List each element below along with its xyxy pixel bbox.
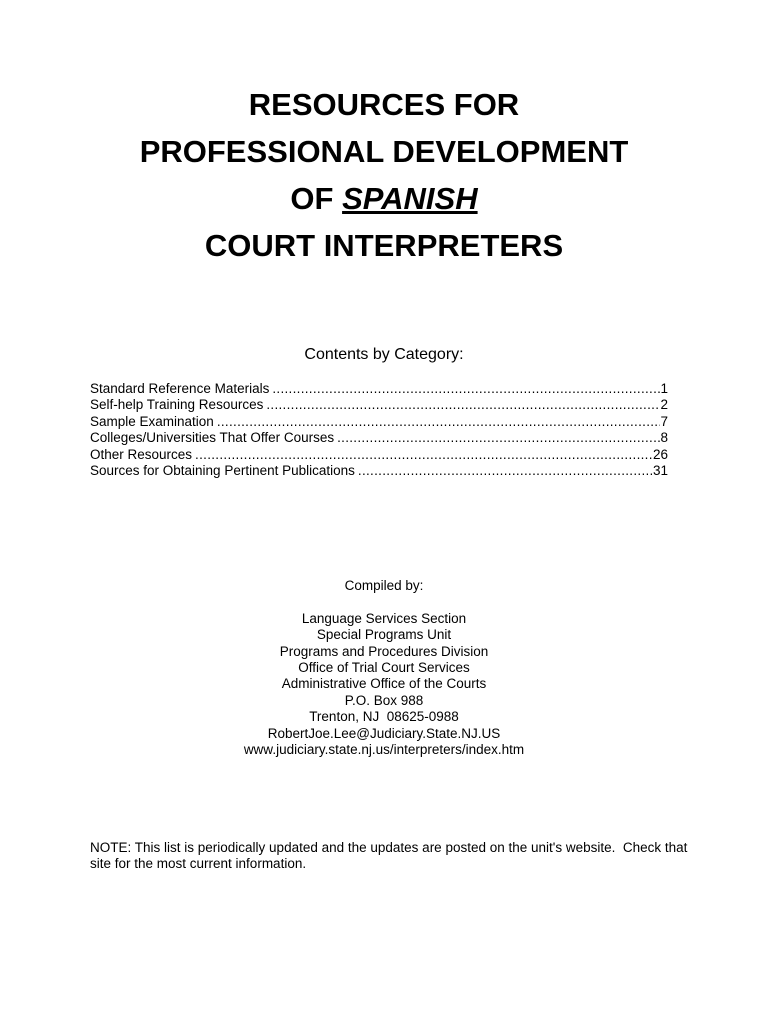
update-note: NOTE: This list is periodically updated and the updates are posted on the unit's website. Check that site for the most current information. bbox=[90, 840, 692, 872]
compiled-by-organization: Administrative Office of the Courts bbox=[281, 676, 487, 692]
toc-entry bbox=[90, 397, 668, 413]
toc-entry-page: 2 bbox=[660, 397, 668, 413]
document-title bbox=[0, 81, 768, 269]
toc-dot-leader bbox=[358, 463, 653, 479]
toc-entry-label: Sample Examination bbox=[90, 413, 214, 429]
toc-entry bbox=[90, 414, 668, 430]
compiled-by-website: www.judiciary.state.nj.us/interpreters/index.htm bbox=[243, 742, 525, 758]
title-line-3 bbox=[0, 175, 768, 222]
toc-entry-page: 1 bbox=[660, 381, 668, 396]
compiled-by-division: Programs and Procedures Division bbox=[279, 643, 489, 659]
toc-entry-label: Self-help Training Resources bbox=[90, 397, 264, 413]
compiled-by-city: Trenton, NJ 08625-0988 bbox=[309, 709, 459, 725]
toc-dot-leader bbox=[272, 381, 660, 397]
toc-entry-page: 7 bbox=[660, 413, 668, 429]
compiled-by-office: Office of Trial Court Services bbox=[298, 660, 470, 676]
contents-heading: Contents by Category: bbox=[304, 346, 464, 363]
toc-entry bbox=[90, 430, 668, 446]
toc-entry-label: Standard Reference Materials bbox=[90, 381, 270, 396]
title-line-1: RESOURCES FOR bbox=[248, 87, 520, 122]
title-line-4: COURT INTERPRETERS bbox=[204, 228, 564, 263]
toc-dot-leader bbox=[195, 447, 653, 463]
toc-entry-label: Other Resources bbox=[90, 446, 193, 462]
compiled-by-po-box: P.O. Box 988 bbox=[344, 692, 424, 708]
toc-entry bbox=[90, 463, 668, 479]
toc-dot-leader bbox=[266, 397, 660, 413]
compiled-by-unit: Special Programs Unit bbox=[316, 627, 452, 643]
table-of-contents bbox=[90, 381, 668, 479]
toc-dot-leader bbox=[337, 430, 660, 446]
toc-entry-label: Sources for Obtaining Pertinent Publications bbox=[90, 463, 355, 479]
compiled-by-label: Compiled by: bbox=[344, 578, 424, 593]
toc-entry-page: 8 bbox=[660, 430, 668, 446]
compiled-by-email: RobertJoe.Lee@Judiciary.State.NJ.US bbox=[267, 725, 501, 741]
title-emphasis-spanish: SPANISH bbox=[342, 181, 478, 216]
title-line-2: PROFESSIONAL DEVELOPMENT bbox=[139, 134, 629, 169]
compiled-by-block bbox=[0, 578, 768, 758]
toc-entry-label: Colleges/Universities That Offer Courses bbox=[90, 430, 335, 446]
toc-dot-leader bbox=[217, 414, 661, 430]
toc-entry bbox=[90, 447, 668, 463]
toc-entry bbox=[90, 381, 668, 397]
toc-entry-page: 26 bbox=[652, 446, 668, 462]
title-line-3-prefix: OF bbox=[290, 181, 343, 216]
toc-entry-page: 31 bbox=[652, 463, 668, 479]
compiled-by-section: Language Services Section bbox=[301, 610, 467, 626]
